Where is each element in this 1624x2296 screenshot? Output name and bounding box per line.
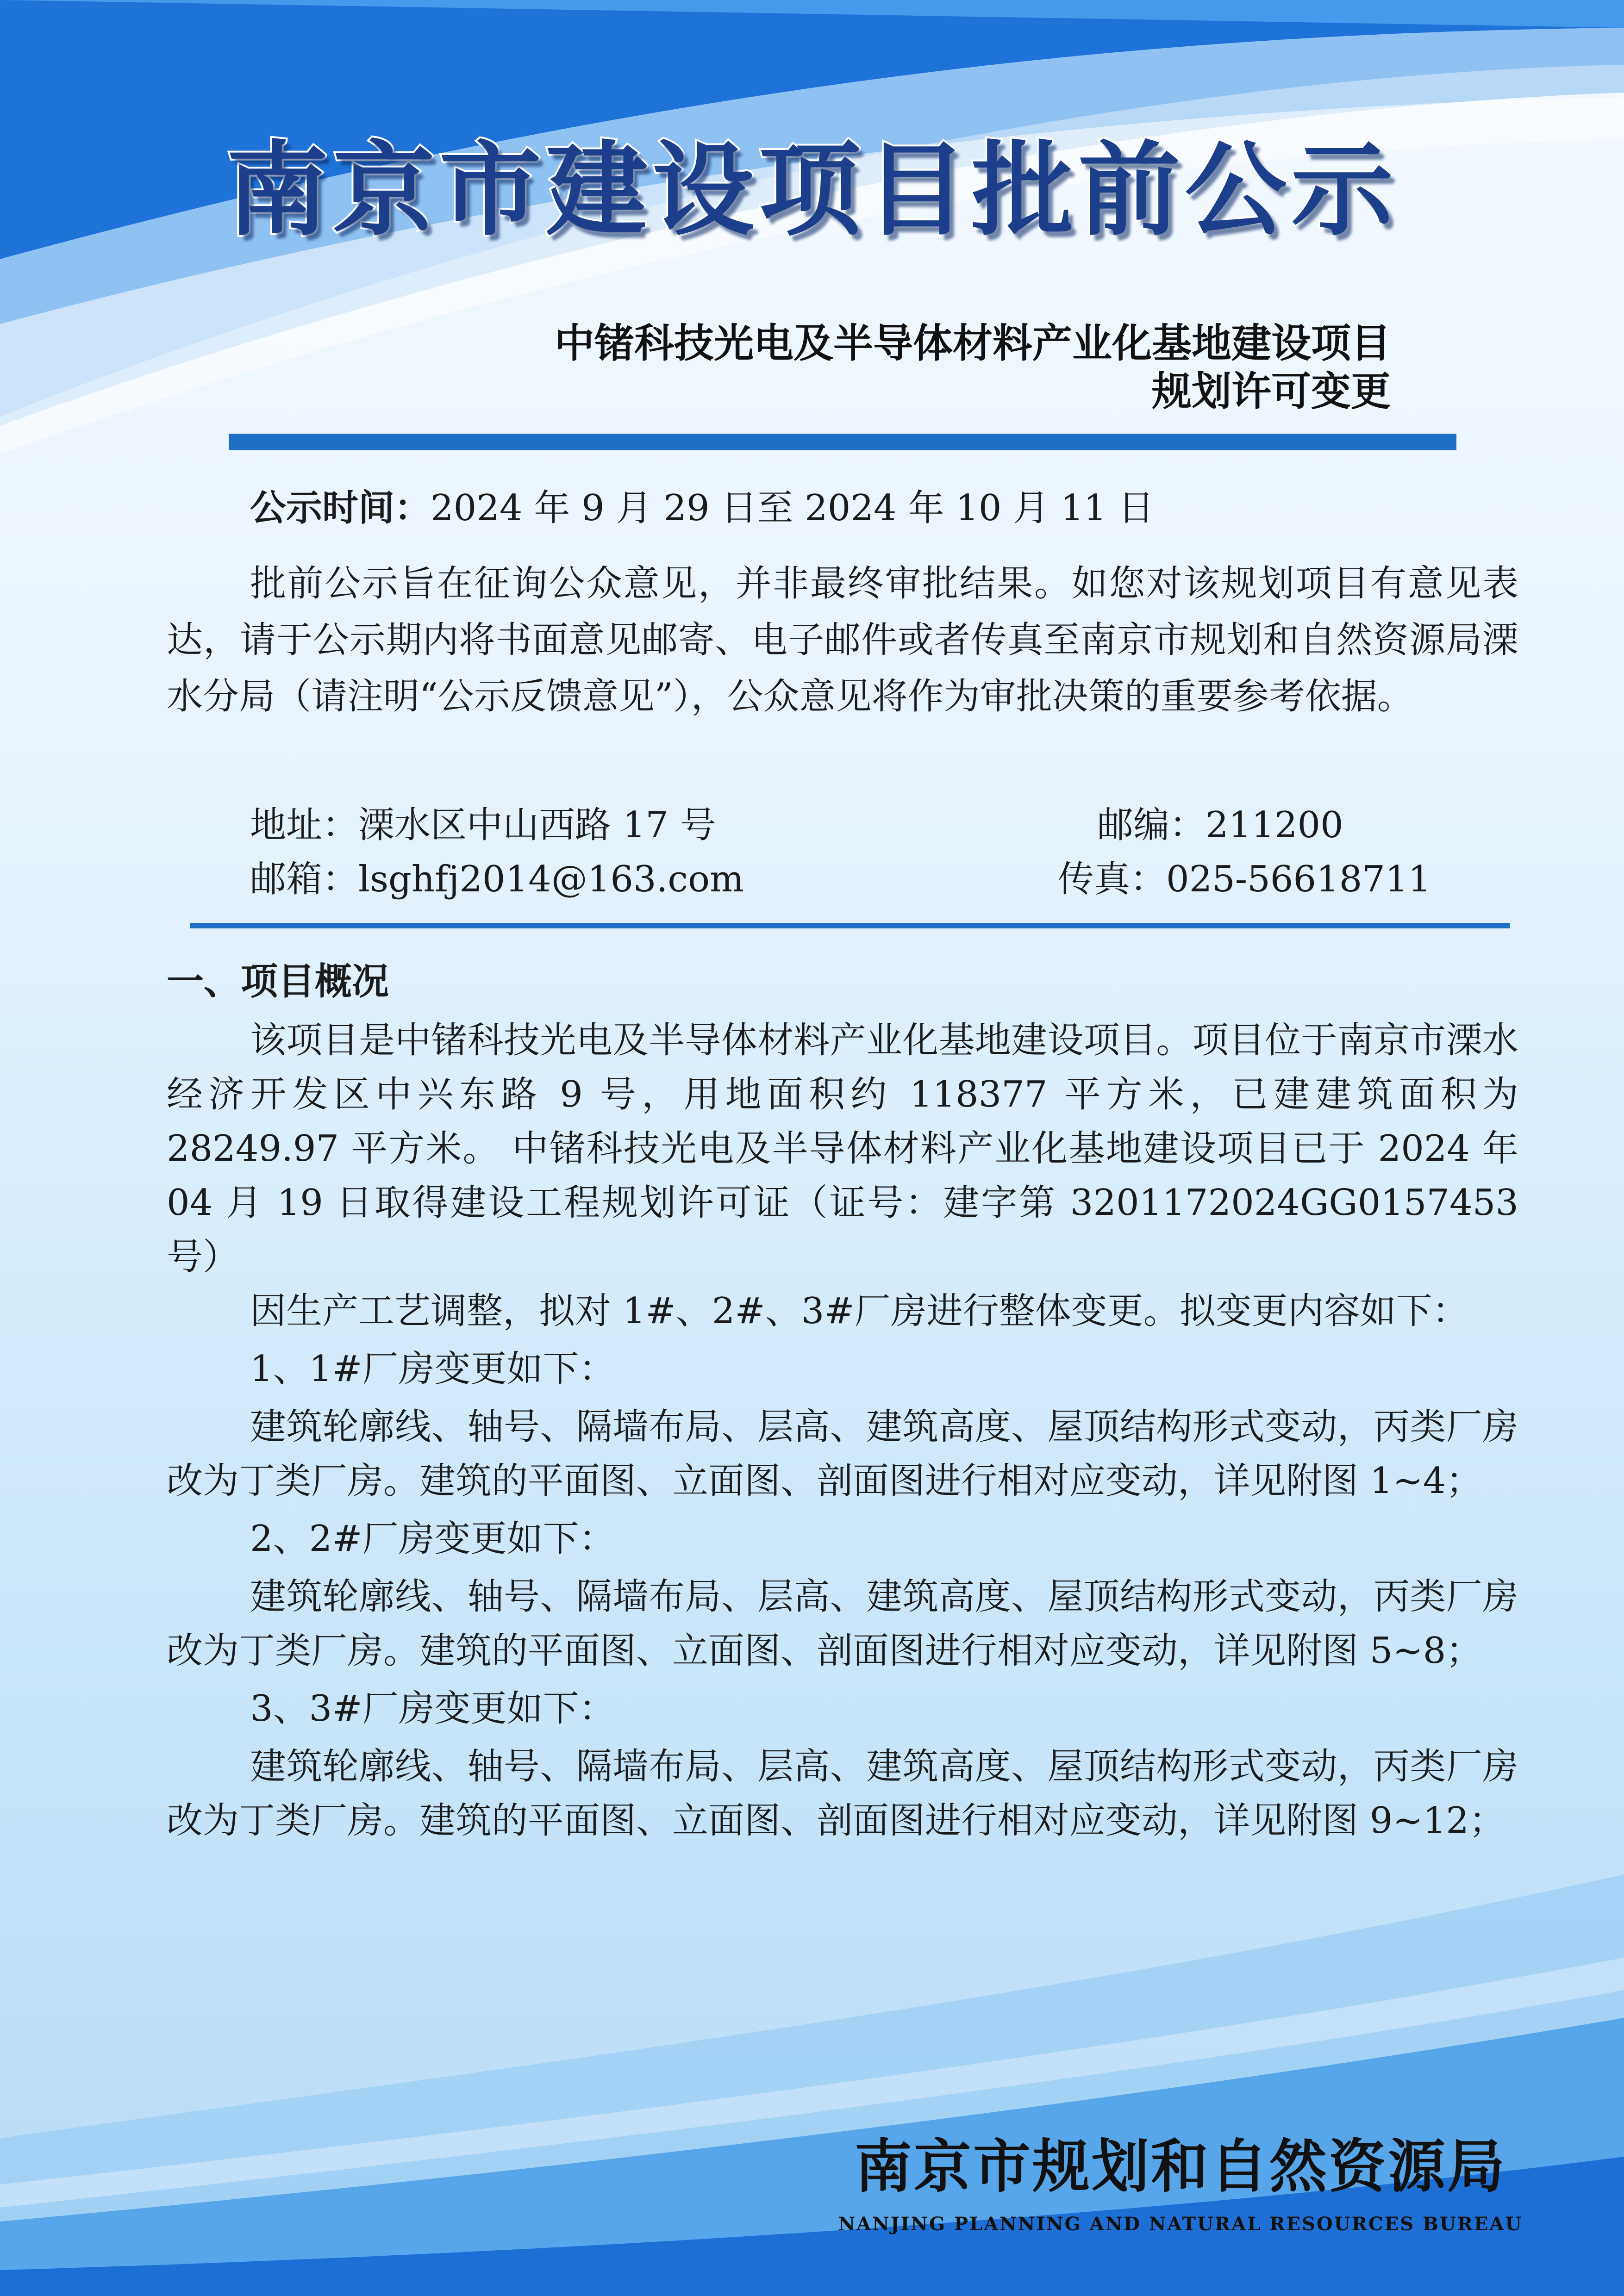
fax-value: 025-56618711 <box>1166 859 1431 900</box>
bureau-name: 南京市规划和自然资源局 <box>854 2133 1506 2200</box>
period-label: 公示时间： <box>250 487 431 529</box>
change-3-body: 建筑轮廓线、轴号、隔墙布局、层高、建筑高度、屋顶结构形式变动，丙类厂房改为丁类厂房。建筑的平面图、立面图、剖面图进行相对应变动，详见附图 9~12； <box>167 1746 1518 1842</box>
email-value[interactable]: lsghfj2014@163.com <box>358 859 744 900</box>
postcode-label: 邮编： <box>1097 804 1206 846</box>
postcode-line <box>1097 798 1343 852</box>
postcode-value: 211200 <box>1206 804 1343 846</box>
notice-period <box>250 481 1154 535</box>
address-value: 溧水区中山西路 17 号 <box>358 804 716 846</box>
change-1-title: 1、1#厂房变更如下： <box>250 1348 615 1390</box>
section-heading: 一、项目概况 <box>167 960 389 1003</box>
change-1-body: 建筑轮廓线、轴号、隔墙布局、层高、建筑高度、屋顶结构形式变动，丙类厂房改为丁类厂房。建筑的平面图、立面图、剖面图进行相对应变动，详见附图 1~4； <box>167 1406 1518 1502</box>
middle-divider <box>190 923 1510 928</box>
top-divider <box>229 434 1456 450</box>
bureau-name-english: NANJING PLANNING AND NATURAL RESOURCES BUREAU <box>838 2213 1523 2235</box>
intro-paragraph: 批前公示旨在征询公众意见，并非最终审批结果。如您对该规划项目有意见表达，请于公示期内将书面意见邮寄、电子邮件或者传真至南京市规划和自然资源局溧水分局（请注明“公示反馈意见”），公众意见将作为审批决策的重要参考依据。 <box>167 563 1518 717</box>
subtitle-line1: 中锗科技光电及半导体材料产业化基地建设项目 <box>555 320 1391 367</box>
address-label: 地址： <box>250 804 359 846</box>
fax-line <box>1058 852 1431 907</box>
fax-label: 传真： <box>1058 859 1167 900</box>
change-intro: 因生产工艺调整，拟对 1#、2#、3#厂房进行整体变更。拟变更内容如下： <box>250 1290 1468 1332</box>
overview-paragraph: 该项目是中锗科技光电及半导体材料产业化基地建设项目。项目位于南京市溧水经济开发区中兴东路 9 号，用地面积约 118377 平方米，已建建筑面积为 28249.97 平方米。 中锗科技光电及半导体材料产业化基地建设项目已于 2024 年 04 月 19 日取得建设工程规划许可证（证号：建字第 3201172024GG0157453 号） <box>167 1020 1518 1278</box>
change-2-body: 建筑轮廓线、轴号、隔墙布局、层高、建筑高度、屋顶结构形式变动，丙类厂房改为丁类厂房。建筑的平面图、立面图、剖面图进行相对应变动，详见附图 5~8； <box>167 1576 1518 1672</box>
page-title: 南京市建设项目批前公示 <box>226 130 1398 249</box>
change-3-title: 3、3#厂房变更如下： <box>250 1688 615 1730</box>
address-line <box>250 798 716 852</box>
project-overview-section <box>167 1014 1518 1848</box>
project-subtitle <box>233 319 1391 416</box>
email-label: 邮箱： <box>250 859 359 900</box>
change-2-title: 2、2#厂房变更如下： <box>250 1518 615 1560</box>
email-line <box>250 852 744 907</box>
period-value: 2024 年 9 月 29 日至 2024 年 10 月 11 日 <box>431 487 1155 529</box>
subtitle-line2: 规划许可变更 <box>1152 368 1391 415</box>
